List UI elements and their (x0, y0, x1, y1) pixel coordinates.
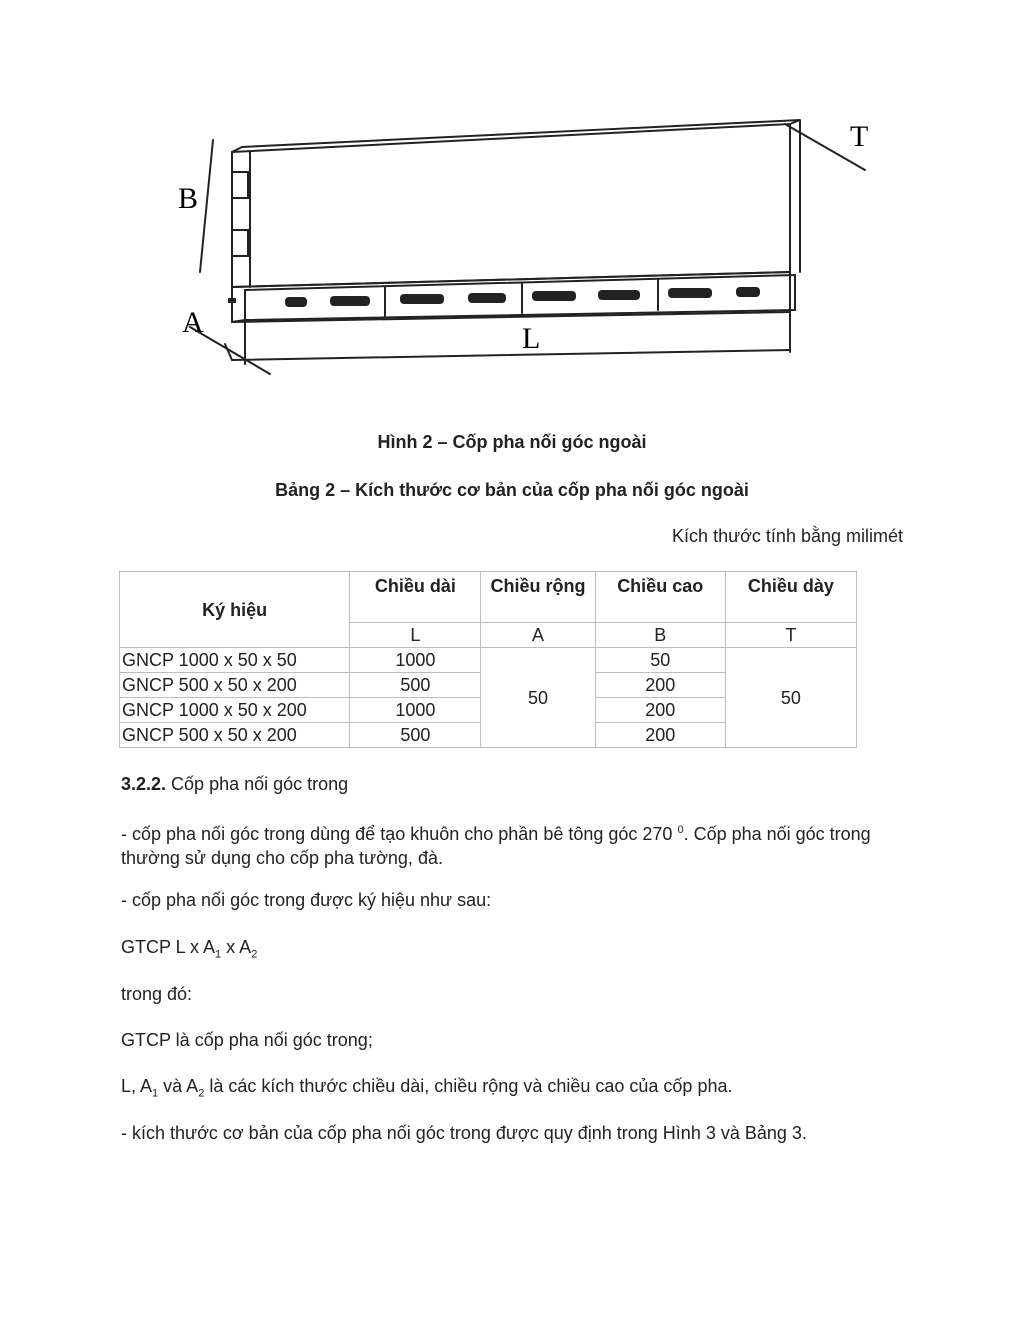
formula-text: x A (221, 937, 252, 957)
row-height: 50 (595, 648, 725, 673)
row-symbol: GNCP 1000 x 50 x 50 (120, 648, 350, 673)
paragraph-text: là các kích thước chiều dài, chiều rộng và chiều cao của cốp pha. (204, 1076, 733, 1096)
row-length: 500 (350, 673, 481, 698)
header-width-symbol: A (481, 623, 595, 648)
paragraph-reference: - kích thước cơ bản của cốp pha nối góc trong được quy định trong Hình 3 và Bảng 3. (121, 1123, 807, 1143)
degree-superscript: 0 (677, 824, 684, 836)
figure-label-b: B (178, 182, 199, 215)
figure-caption: Hình 2 – Cốp pha nối góc ngoài (377, 432, 647, 452)
section-title: Cốp pha nối góc trong (166, 774, 349, 794)
row-height: 200 (595, 723, 725, 748)
row-height: 200 (595, 673, 725, 698)
table-header-row (120, 572, 857, 623)
paragraph-dimensions (121, 1074, 901, 1106)
paragraph-purpose (121, 818, 901, 870)
figure-label-t: T (850, 120, 869, 153)
header-thickness: Chiều dày (725, 572, 856, 623)
row-symbol: GNCP 500 x 50 x 200 (120, 723, 350, 748)
row-length: 1000 (350, 698, 481, 723)
row-symbol: GNCP 1000 x 50 x 200 (120, 698, 350, 723)
table-row (120, 648, 857, 673)
dimensions-table (119, 571, 857, 748)
table-caption: Bảng 2 – Kích thước cơ bản của cốp pha nối góc ngoài (275, 480, 749, 500)
header-symbol: Ký hiệu (120, 572, 350, 648)
row-length: 1000 (350, 648, 481, 673)
paragraph-subscript: 2 (198, 1087, 205, 1100)
header-thickness-symbol: T (725, 623, 856, 648)
paragraph-subscript: 1 (152, 1087, 159, 1100)
header-height-symbol: B (595, 623, 725, 648)
row-height: 200 (595, 698, 725, 723)
paragraph-text: . Cốp pha nối góc trong thường sử dụng cho cốp pha tường, đà. (121, 824, 871, 868)
section-heading (121, 772, 901, 796)
paragraph-text: L, A (121, 1076, 153, 1096)
header-length-symbol: L (350, 623, 481, 648)
paragraph-text: - cốp pha nối góc trong dùng để tạo khuôn cho phần bê tông góc 270 (121, 824, 678, 844)
row-symbol: GNCP 500 x 50 x 200 (120, 673, 350, 698)
formwork-figure (170, 112, 880, 387)
formula (121, 935, 901, 967)
figure-label-a: A (182, 306, 204, 339)
merged-width: 50 (481, 648, 595, 748)
paragraph-text: và A (158, 1076, 199, 1096)
header-height: Chiều cao (595, 572, 725, 623)
paragraph-notation-intro: - cốp pha nối góc trong được ký hiệu như sau: (121, 890, 492, 910)
units-note: Kích thước tính bằng milimét (672, 526, 903, 546)
figure-label-l: L (522, 322, 541, 355)
formula-subscript: 2 (251, 948, 258, 961)
formula-text: GTCP L x A (121, 937, 216, 957)
header-width: Chiều rộng (481, 572, 595, 623)
section-number: 3.2.2. (121, 774, 167, 794)
merged-thickness: 50 (725, 648, 856, 748)
header-length: Chiều dài (350, 572, 481, 623)
paragraph-definition: GTCP là cốp pha nối góc trong; (121, 1030, 373, 1050)
paragraph-where: trong đó: (121, 984, 193, 1004)
row-length: 500 (350, 723, 481, 748)
formula-subscript: 1 (215, 948, 222, 961)
